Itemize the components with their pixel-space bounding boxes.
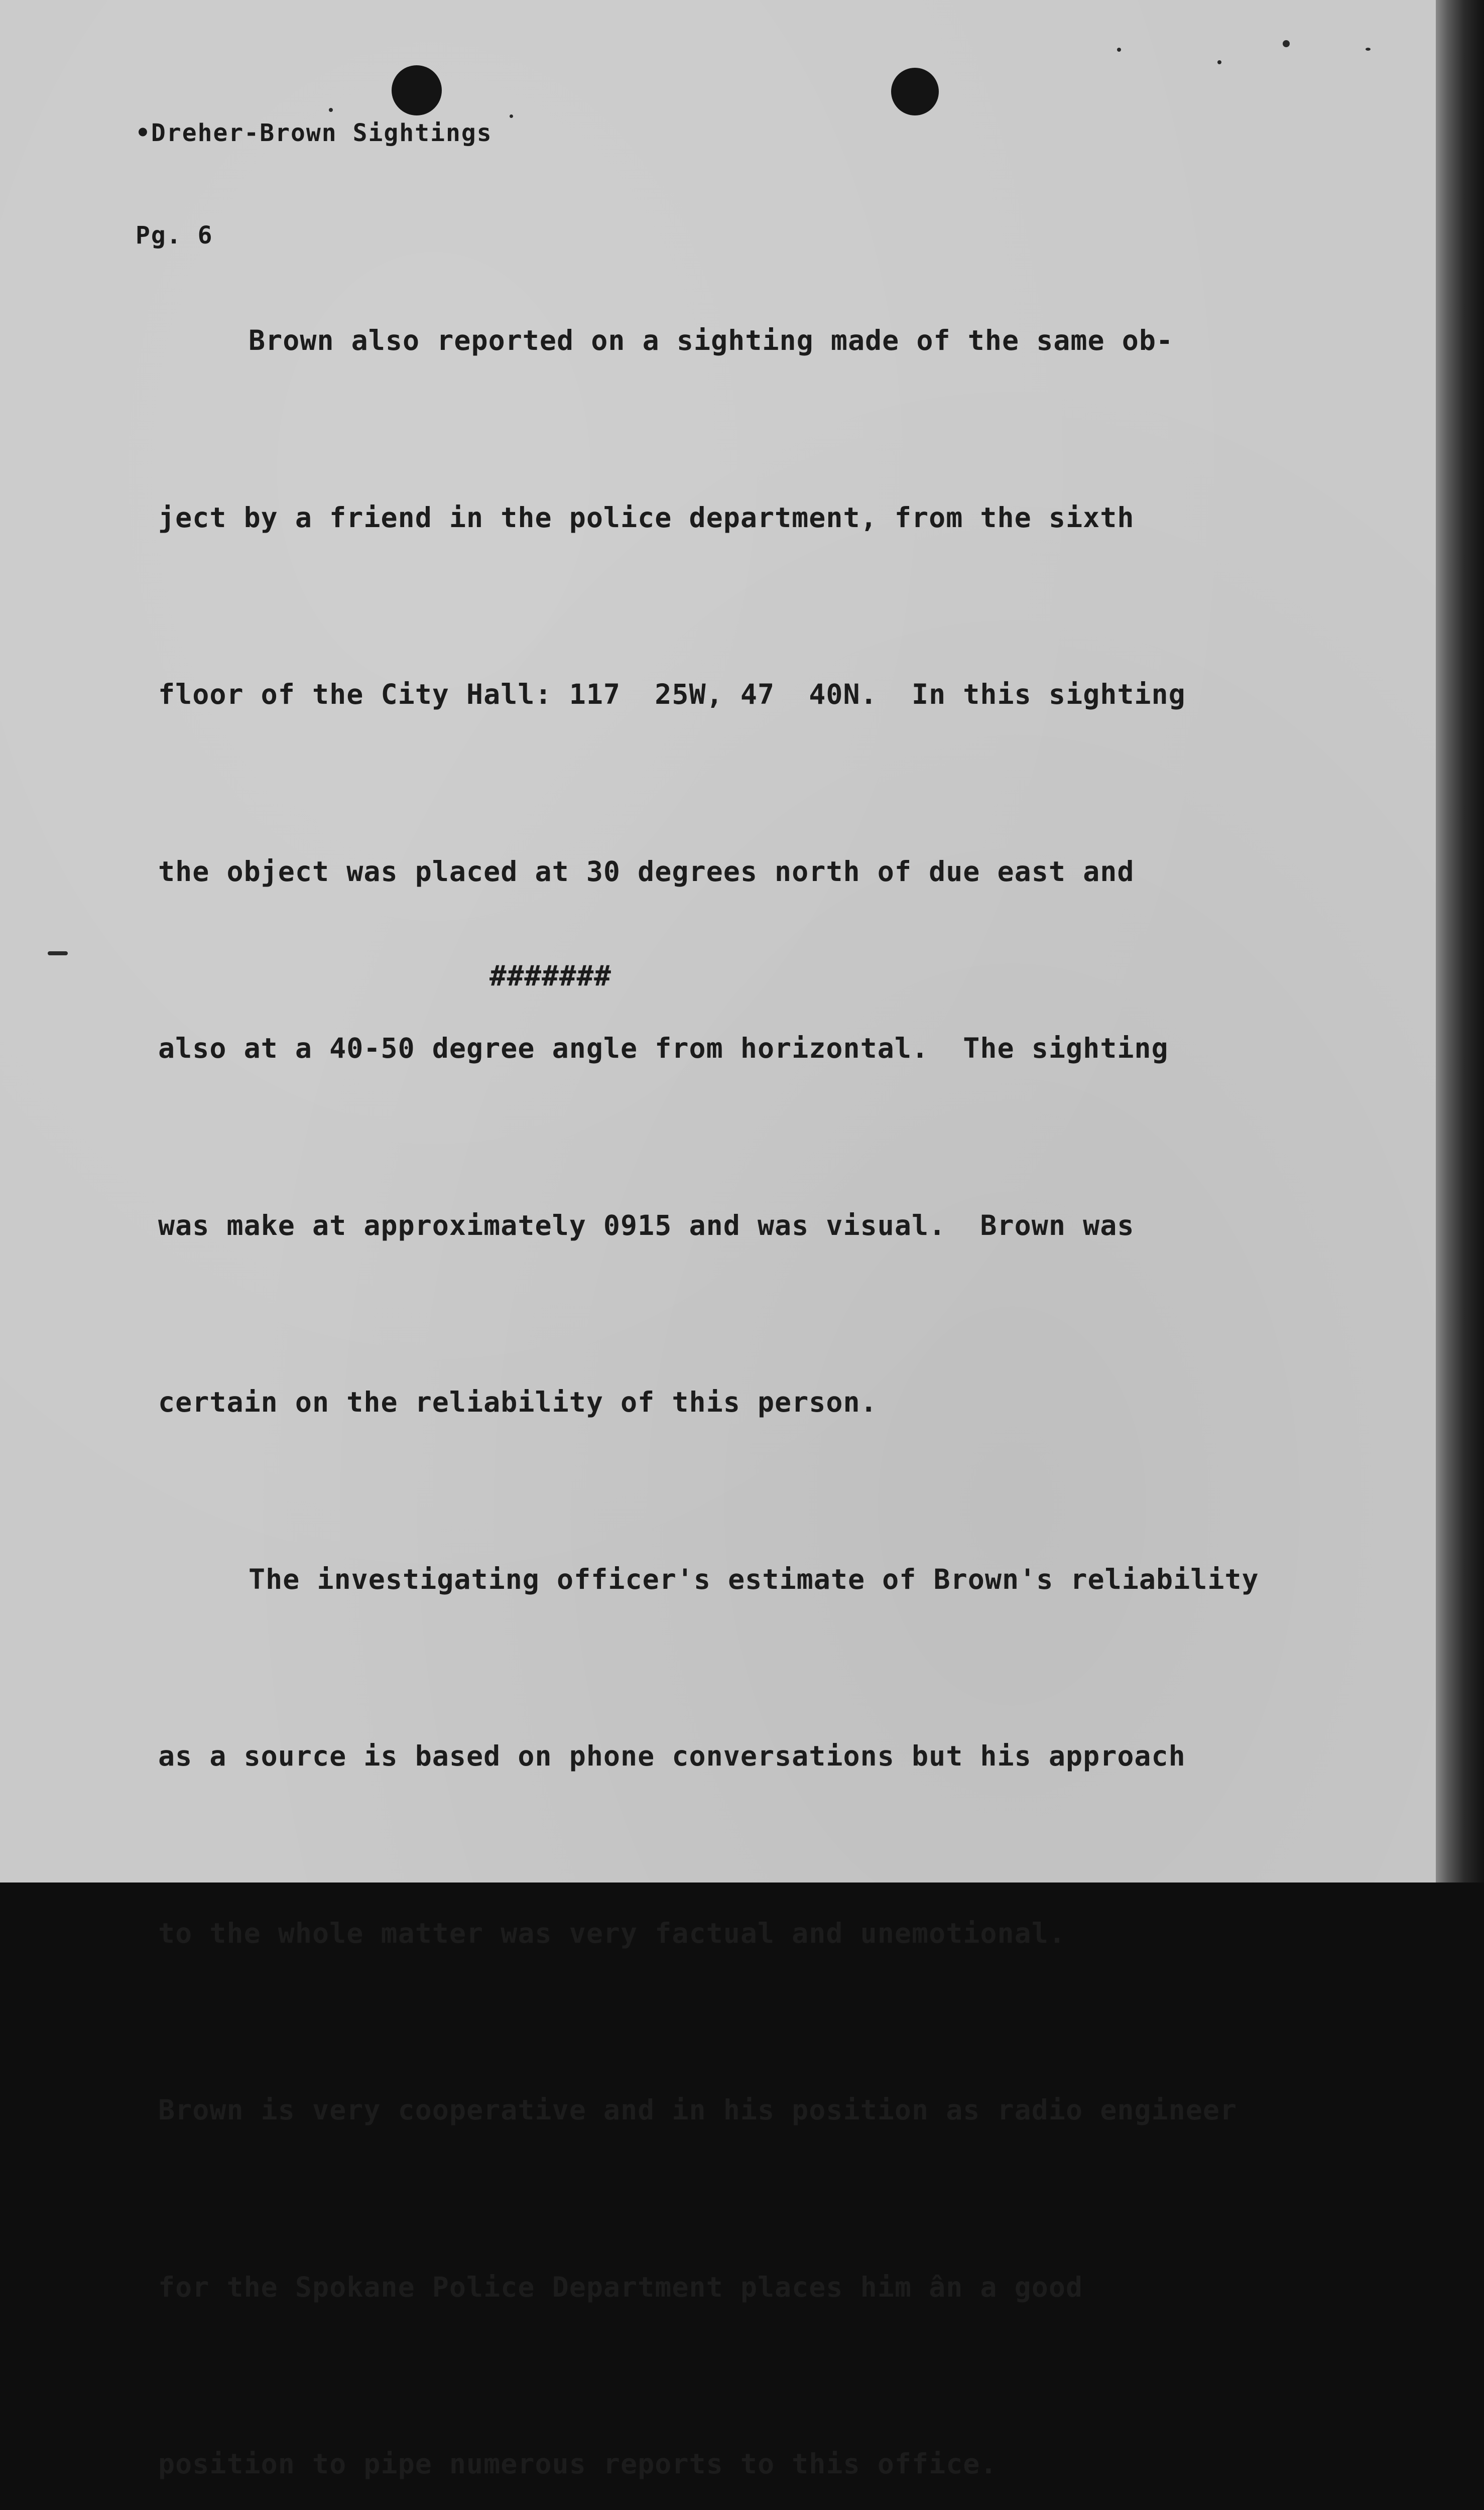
scan-speck — [1117, 48, 1121, 52]
body-line: The investigating officer's estimate of Brown's reliability — [249, 1563, 1259, 1595]
scan-speck — [48, 951, 68, 955]
document-body — [158, 193, 1373, 2510]
body-line: ject by a friend in the police department, from the sixth — [158, 501, 1135, 534]
body-line: Brown also reported on a sighting made of the same ob- — [249, 324, 1174, 356]
page-number: Pg. 6 — [136, 221, 213, 249]
body-line: position to pipe numerous reports to this office. — [158, 2448, 998, 2480]
body-line: for the Spokane Police Department places him ân a good — [158, 2271, 1083, 2303]
body-line: to the whole matter was very factual and unemotional. — [158, 1917, 1066, 1949]
scan-edge — [1436, 0, 1484, 1882]
scan-speck — [510, 114, 513, 118]
scan-speck — [329, 108, 333, 112]
punch-hole — [891, 68, 939, 115]
body-line: Brown is very cooperative and in his position as radio engineer — [158, 2094, 1238, 2126]
end-mark: ####### — [489, 960, 612, 992]
scan-speck — [1366, 48, 1371, 51]
scan-speck — [1217, 60, 1221, 64]
body-line: was make at approximately 0915 and was visual. Brown was — [158, 1209, 1135, 1241]
body-line: the object was placed at 30 degrees north of due east and — [158, 855, 1135, 888]
body-line: certain on the reliability of this person. — [158, 1386, 878, 1418]
scan-speck — [1283, 40, 1290, 47]
body-line: as a source is based on phone conversations but his approach — [158, 1740, 1186, 1772]
body-line: floor of the City Hall: 117 25W, 47 40N. In this sighting — [158, 678, 1186, 710]
body-line: also at a 40-50 degree angle from horizontal. The sighting — [158, 1032, 1169, 1064]
document-title: •Dreher-Brown Sightings — [136, 119, 492, 147]
